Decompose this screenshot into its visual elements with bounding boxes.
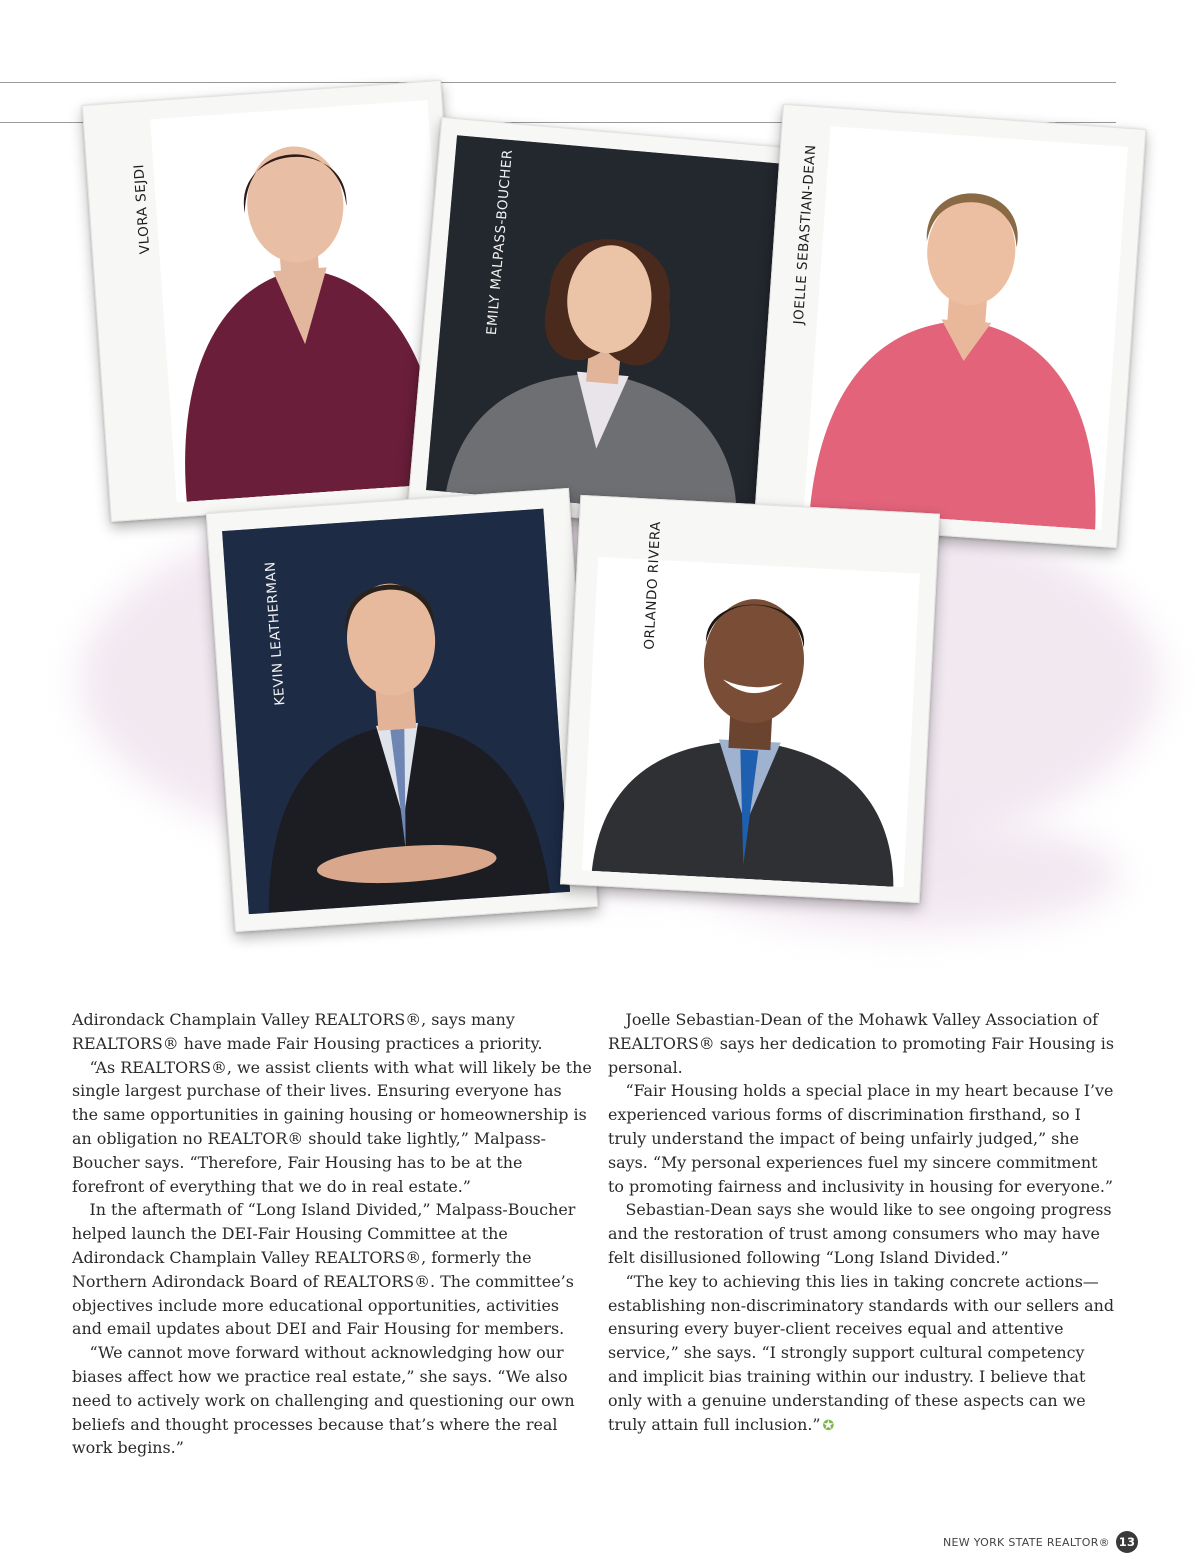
article-column-right xyxy=(608,1008,1118,1438)
portrait-photo xyxy=(804,126,1128,530)
portrait-name: VLORA SEJDI xyxy=(131,163,154,255)
paragraph: Joelle Sebastian-Dean of the Mohawk Valley Association of REALTORS® says her dedication to promoting Fair Housing is personal. xyxy=(608,1010,1114,1077)
publication-name: NEW YORK STATE REALTOR® xyxy=(942,1535,1110,1549)
portrait-name: ORLANDO RIVERA xyxy=(641,520,665,651)
portrait-name: KEVIN LEATHERMAN xyxy=(262,560,289,707)
paragraph: Sebastian-Dean says she would like to see ongoing progress and the restoration of trust among consumers who may have felt disillusioned following “Long Island Divided.” xyxy=(608,1200,1112,1267)
portrait-name: EMILY MALPASS-BOUCHER xyxy=(483,148,516,336)
portrait-card-joelle-sebastian-dean xyxy=(754,104,1146,548)
paragraph: In the aftermath of “Long Island Divided,” Malpass-Boucher helped launch the DEI-Fair Housing Committee at the Adirondack Champlain Valley REALTORS®, formerly the Northern Adirondack Board of REALTORS®. The committee’s objectives include more educational opportunities, activities and email updates about DEI and Fair Housing for members. xyxy=(72,1200,576,1339)
paragraph-final xyxy=(608,1270,1118,1439)
end-mark-icon: ✪ xyxy=(822,1417,835,1434)
portrait-name: JOELLE SEBASTIAN-DEAN xyxy=(790,143,820,326)
portrait-card-emily-malpass-boucher xyxy=(408,117,804,535)
portrait-card-kevin-leatherman xyxy=(206,488,598,932)
paragraph-text: “The key to achieving this lies in taking concrete actions—establishing non-discriminatory standards with our sellers and ensuring every buyer-client receives equal and attentive service,” she says. “I strongly support cultural competency and implicit bias training within our industry. I believe that only with a genuine understanding of these aspects can we truly attain full inclusion.” xyxy=(608,1271,1114,1434)
portrait-photo xyxy=(150,100,454,502)
paragraph: “Fair Housing holds a special place in my heart because I’ve experienced various forms of discrimination firsthand, so I truly understand the impact of being unfairly judged,” she says. “My personal experiences fuel my sincere commitment to promoting fairness and inclusivity in housing for everyone.” xyxy=(608,1081,1114,1196)
page-number: 13 xyxy=(1116,1531,1138,1553)
page-footer xyxy=(943,1531,1138,1553)
article-column-left xyxy=(72,1008,592,1460)
portrait-photo xyxy=(426,135,788,519)
portrait-photo xyxy=(582,557,920,887)
paragraph: Adirondack Champlain Valley REALTORS®, says many REALTORS® have made Fair Housing practices a priority. xyxy=(72,1010,543,1053)
paragraph: “As REALTORS®, we assist clients with what will likely be the single largest purchase of their lives. Ensuring everyone has the same opportunities in gaining housing or homeownership is an obligation no REALTOR® should take lightly,” Malpass-Boucher says. “Therefore, Fair Housing has to be at the forefront of everything that we do in real estate.” xyxy=(72,1057,592,1196)
portrait-card-orlando-rivera xyxy=(560,495,940,903)
top-rule xyxy=(0,82,1116,83)
paragraph: “We cannot move forward without acknowledging how our biases affect how we practice real estate,” she says. “We also need to actively work on challenging and questioning our own beliefs and thought processes because that’s where the real work begins.” xyxy=(72,1343,575,1458)
